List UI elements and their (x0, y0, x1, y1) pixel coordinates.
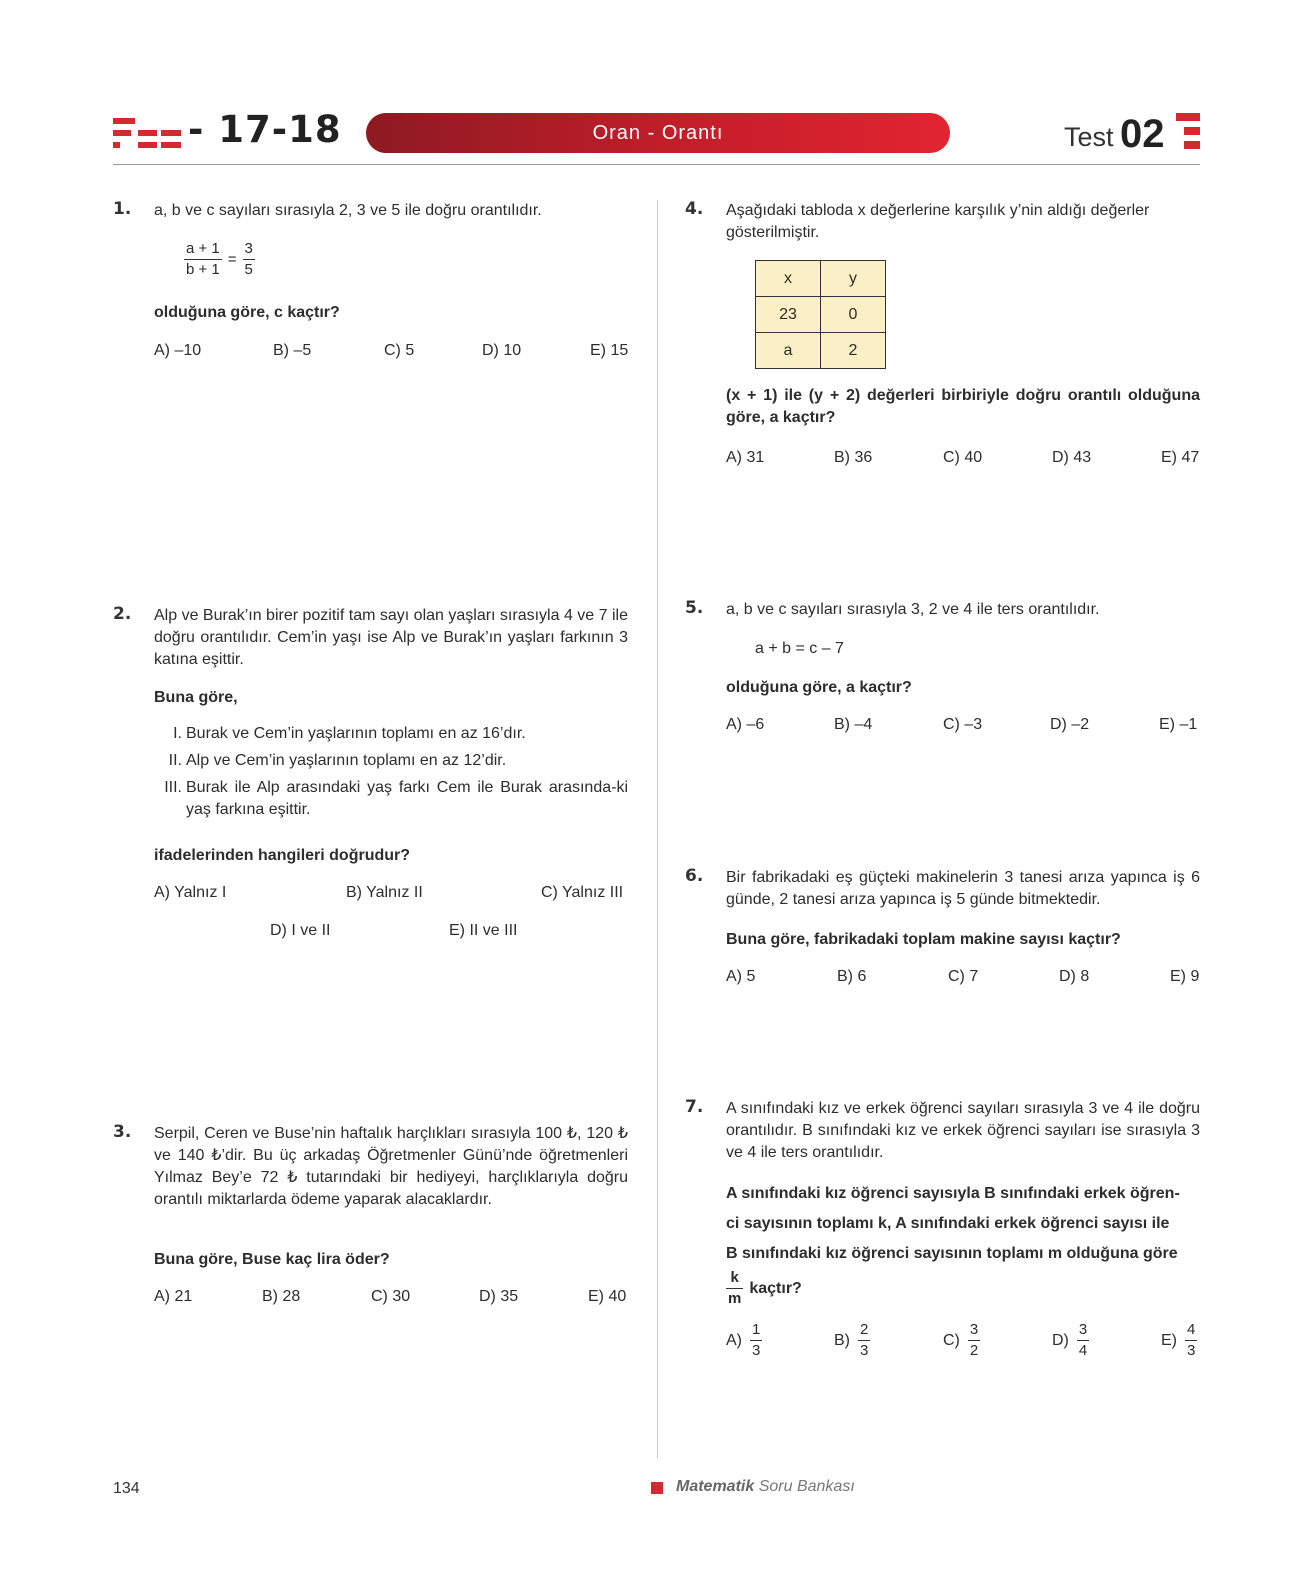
q7-option-d-label: D) (1052, 1331, 1069, 1349)
q4-cell: a (756, 333, 821, 369)
q2-lead: Buna göre, (154, 689, 238, 706)
q4-cell: 2 (821, 333, 886, 369)
q7-option-c[interactable] (943, 1320, 980, 1361)
q7-tail: kaçtır? (749, 1279, 802, 1297)
q5-equation: a + b = c – 7 (755, 640, 844, 657)
q2-statement-1-text: Burak ve Cem’in yaşlarının toplamı en az 16’dır. (186, 725, 526, 742)
q7-option-e-num: 4 (1187, 1321, 1196, 1338)
topic-banner: Oran - Orantı (366, 113, 950, 153)
q6-option-c[interactable]: C) 7 (948, 968, 979, 985)
q2-option-d[interactable]: D) I ve II (270, 922, 331, 939)
q4-cell: 0 (821, 297, 886, 333)
q2-option-e[interactable]: E) II ve III (449, 922, 518, 939)
q7-option-d[interactable] (1052, 1320, 1089, 1361)
q5-stem: a, b ve c sayıları sırasıyla 3, 2 ve 4 ile ters orantılıdır. (726, 601, 1100, 618)
q1-frac-right-num: 3 (244, 240, 253, 257)
q2-statements (154, 723, 628, 821)
q4-option-e[interactable]: E) 47 (1161, 449, 1200, 466)
q1-option-b[interactable]: B) –5 (273, 342, 312, 359)
q4-table-row (756, 297, 886, 333)
q3-option-b[interactable]: B) 28 (262, 1288, 301, 1305)
q7-m: m (728, 1290, 742, 1307)
q1-option-d[interactable]: D) 10 (482, 342, 522, 359)
q4-cell-x-header: x (756, 261, 821, 297)
q6-option-d[interactable]: D) 8 (1059, 968, 1090, 985)
q2-roman-2: II. (168, 752, 182, 769)
q1-frac-left-den: b + 1 (186, 261, 220, 278)
q2-option-c[interactable]: C) Yalnız III (541, 884, 624, 901)
q4-table (755, 260, 886, 369)
q5-option-a[interactable]: A) –6 (726, 716, 765, 733)
q4-stem: Aşağıdaki tabloda x değerlerine karşılık y’nin aldığı değerler gösterilmiştir. (726, 202, 1150, 241)
q3-stem: Serpil, Ceren ve Buse’nin haftalık harçlıkları sırasıyla 100 ₺, 120 ₺ ve 140 ₺’dir. Bu üç arkadaş Öğretmenler Günü’nde öğretmenleri Yılmaz Bey’e 72 ₺ tutarındaki bir hediyeyi, harçlıklarıyla doğru orantılı miktarlarda ödeme yaparak alacaklardır. (154, 1125, 628, 1208)
page-number: 134 (113, 1480, 140, 1497)
q4-option-a[interactable]: A) 31 (726, 449, 765, 466)
q2-statement-1 (154, 723, 628, 745)
q1-frac-left-num: a + 1 (186, 240, 220, 257)
q3-question: Buna göre, Buse kaç lira öder? (154, 1251, 390, 1268)
q7-option-c-label: C) (943, 1331, 960, 1349)
q7-option-b[interactable] (834, 1320, 870, 1361)
q7-option-a[interactable] (726, 1320, 762, 1361)
column-divider (657, 200, 658, 1458)
q1-equation (184, 239, 255, 280)
q5-option-b[interactable]: B) –4 (834, 716, 873, 733)
q2-question: ifadelerinden hangileri doğrudur? (154, 847, 411, 864)
q1-equals: = (227, 251, 237, 268)
q4-option-b[interactable]: B) 36 (834, 449, 873, 466)
q2-option-b[interactable]: B) Yalnız II (346, 884, 423, 901)
q7-option-e[interactable] (1161, 1320, 1197, 1361)
q7-km-fraction (726, 1268, 802, 1309)
q1-frac-right-den: 5 (244, 261, 253, 278)
q7-option-b-num: 2 (860, 1321, 869, 1338)
q5-question: olduğuna göre, a kaçtır? (726, 679, 912, 696)
q2-statement-3 (154, 777, 628, 821)
q7-option-b-label: B) (834, 1331, 850, 1349)
q6-option-b[interactable]: B) 6 (837, 968, 867, 985)
q6-option-e[interactable]: E) 9 (1170, 968, 1200, 985)
q7-k: k (730, 1269, 739, 1286)
q5-option-c[interactable]: C) –3 (943, 716, 983, 733)
faz-logo (113, 112, 183, 152)
q5-option-d[interactable]: D) –2 (1050, 716, 1090, 733)
q2-roman-1: I. (173, 725, 182, 742)
q2-statement-3-text: Burak ile Alp arasındaki yaş farkı Cem ile Burak arasında-ki yaş farkına eşittir. (186, 779, 628, 818)
q3-option-a[interactable]: A) 21 (154, 1288, 193, 1305)
test-number: 02 (1120, 112, 1165, 156)
series-title: - 17-18 (188, 108, 342, 151)
q4-number: 4. (685, 199, 704, 219)
q7-bold-line-2: ci sayısının toplamı k, A sınıfındaki erkek öğrenci sayısı ile (726, 1215, 1170, 1232)
q3-option-d[interactable]: D) 35 (479, 1288, 519, 1305)
footer-subject: Matematik (676, 1478, 755, 1495)
t-logo-icon (1176, 113, 1200, 153)
q6-number: 6. (685, 866, 704, 886)
footer-square-icon (651, 1482, 663, 1494)
q7-option-c-num: 3 (969, 1321, 979, 1338)
q7-option-e-den: 3 (1187, 1342, 1196, 1359)
q2-option-a[interactable]: A) Yalnız I (154, 884, 227, 901)
q6-question: Buna göre, fabrikadaki toplam makine sayısı kaçtır? (726, 931, 1121, 948)
q7-option-d-num: 3 (1078, 1321, 1088, 1338)
q1-option-a[interactable]: A) –10 (154, 342, 202, 359)
q3-number: 3. (113, 1122, 132, 1142)
q5-number: 5. (685, 598, 704, 618)
q7-bold-line-3: B sınıfındaki kız öğrenci sayısının toplamı m olduğuna göre (726, 1245, 1178, 1262)
q1-option-c[interactable]: C) 5 (384, 342, 415, 359)
q4-question: (x + 1) ile (y + 2) değerleri birbiriyle doğru orantılı olduğuna göre, a kaçtır? (726, 387, 1200, 426)
q7-option-a-num: 1 (752, 1321, 761, 1338)
q4-table-row (756, 261, 886, 297)
q4-cell-y-header: y (821, 261, 886, 297)
q4-cell: 23 (756, 297, 821, 333)
q7-number: 7. (685, 1097, 704, 1117)
q1-question: olduğuna göre, c kaçtır? (154, 304, 340, 321)
q7-option-a-label: A) (726, 1331, 742, 1349)
q3-option-e[interactable]: E) 40 (588, 1288, 627, 1305)
q1-option-e[interactable]: E) 15 (590, 342, 629, 359)
q7-option-c-den: 2 (969, 1342, 979, 1359)
q2-number: 2. (113, 604, 132, 624)
q2-statement-2-text: Alp ve Cem’in yaşlarının toplamı en az 12’dir. (186, 752, 507, 769)
test-label: Test (1064, 122, 1114, 152)
header-rule (113, 164, 1200, 165)
q7-bold-line-1: A sınıfındaki kız öğrenci sayısıyla B sınıfındaki erkek öğren- (726, 1185, 1180, 1202)
q4-option-c[interactable]: C) 40 (943, 449, 983, 466)
q7-option-e-label: E) (1161, 1331, 1177, 1349)
q7-option-b-den: 3 (860, 1342, 869, 1359)
q2-roman-3: III. (164, 779, 182, 796)
q4-option-d[interactable]: D) 43 (1052, 449, 1092, 466)
q7-option-a-den: 3 (752, 1342, 761, 1359)
q7-option-d-den: 4 (1078, 1342, 1088, 1359)
q6-stem: Bir fabrikadaki eş güçteki makinelerin 3 tanesi arıza yapınca iş 6 günde, 2 tanesi arıza yapınca iş 5 günde bitmektedir. (726, 869, 1200, 908)
q3-option-c[interactable]: C) 30 (371, 1288, 411, 1305)
footer-book: Soru Bankası (758, 1478, 855, 1495)
q2-statement-2 (154, 750, 628, 772)
q2-stem: Alp ve Burak’ın birer pozitif tam sayı olan yaşları sırasıyla 4 ve 7 ile doğru orantılıdır. Cem’in yaşı ise Alp ve Burak’ın yaşları farkının 3 katına eşittir. (154, 607, 628, 668)
q1-number: 1. (113, 199, 132, 219)
q5-option-e[interactable]: E) –1 (1159, 716, 1198, 733)
q7-stem: A sınıfındaki kız ve erkek öğrenci sayıları sırasıyla 3 ve 4 ile doğru orantılıdır. B sınıfındaki kız ve erkek öğrenci sayıları ise sırasıyla 3 ve 4 ile ters orantılıdır. (726, 1100, 1200, 1161)
q4-table-row (756, 333, 886, 369)
footer-book-title (676, 1478, 855, 1496)
q1-stem: a, b ve c sayıları sırasıyla 2, 3 ve 5 ile doğru orantılıdır. (154, 202, 542, 219)
q6-option-a[interactable]: A) 5 (726, 968, 756, 985)
